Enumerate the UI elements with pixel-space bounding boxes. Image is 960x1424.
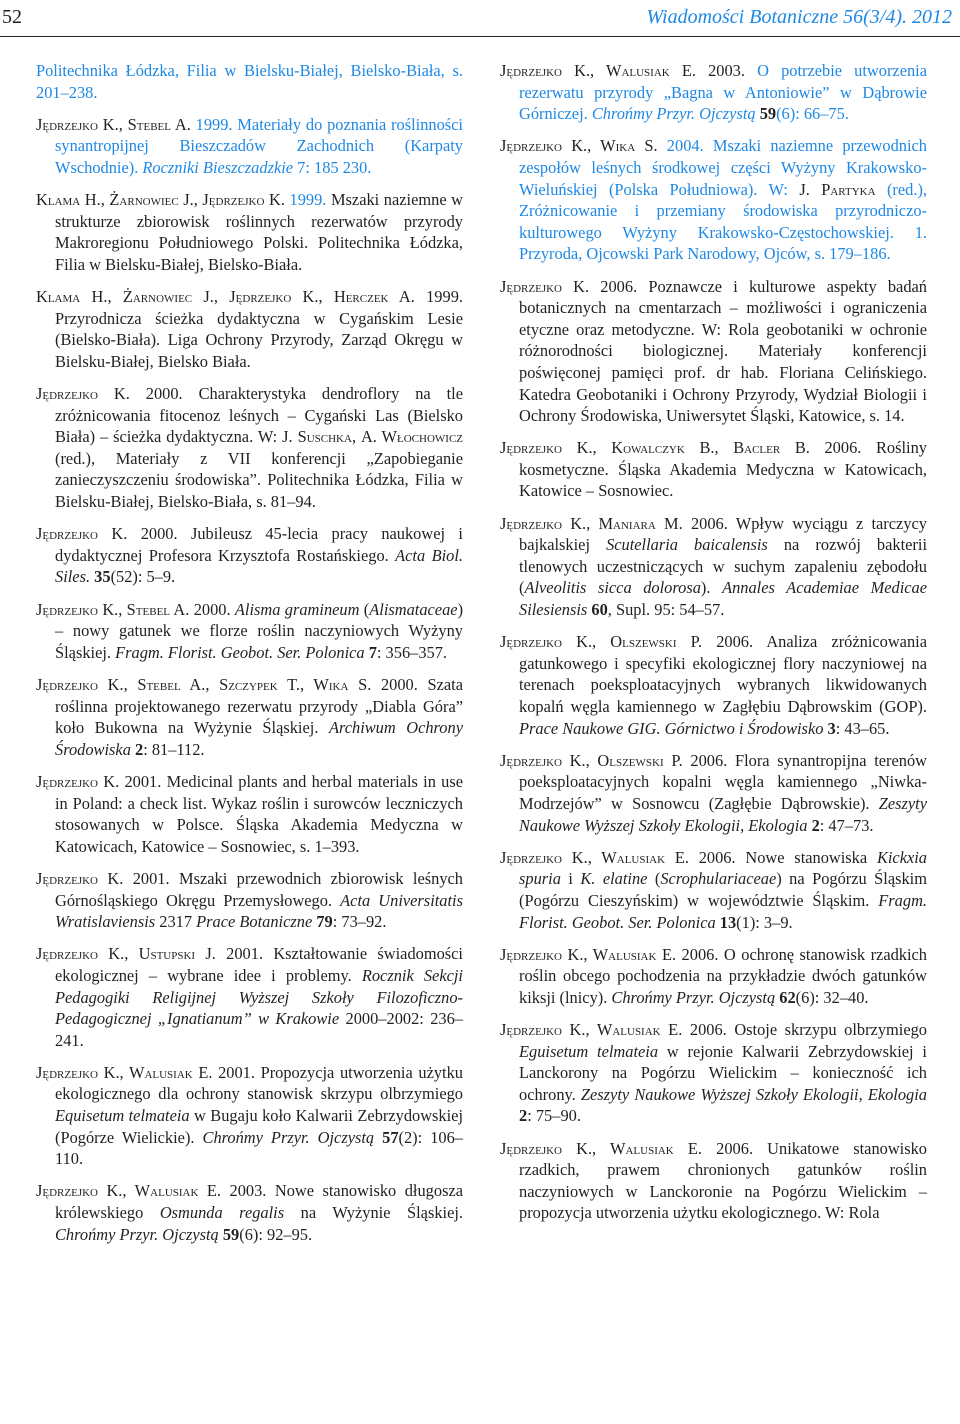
reference-text: 2001. Kształtowanie świadomości ekologicznej – wybrane idee i problemy.	[55, 944, 463, 985]
reference-entry	[36, 1062, 463, 1170]
reference-italic-text: Acta Biol. Siles.	[55, 545, 463, 587]
reference-text	[374, 1128, 382, 1147]
reference-text: 2001. Medicinal plants and herbal materials in use in Poland: a check list. Wykaz roślin i surowców leczniczych stosowanych w Polsce. Śląska Akademia Medyczna w Katowicach, Katowice – Sosnowiec, s. 1–393.	[55, 771, 463, 856]
reference-text: 2000. Charakterystyka dendroflory na tle zróżnicowania fitocenoz leśnych – Cygański Las (Bielsko Biała) – ścieżka dydaktyczna. W:	[55, 384, 463, 447]
reference-text: ,	[351, 427, 361, 447]
reference-italic-text: Alismataceae	[369, 599, 458, 619]
reference-text: 2006. O ochronę stanowisk rzadkich roślin obcego pochodzenia na przykładzie dwóch gatunków kiksji (lnicy).	[519, 944, 928, 1007]
reference-italic-text: Acta Universitatis Wratislaviensis	[55, 890, 463, 932]
reference-volume: 3	[827, 718, 836, 738]
reference-entry	[500, 847, 927, 933]
reference-text: ).	[700, 578, 723, 598]
reference-entry	[36, 771, 463, 857]
reference-italic-text: Prace Naukowe GIG. Górnictwo i Środowisko	[519, 718, 824, 738]
reference-volume: 79	[316, 912, 333, 932]
reference-authors: Jędrzejko K.	[36, 524, 128, 544]
reference-entry	[36, 189, 463, 275]
reference-authors: Jędrzejko K., Walusiak E.	[36, 1181, 222, 1201]
reference-text: (red.), Materiały z VII konferencji „Zapobieganie zanieczyszczeniu środowiska”. Politechnika Łódzka, Filia w Bielsku-Białej, Bielsko-Biała, s. 81–94.	[55, 448, 463, 512]
reference-entry	[500, 276, 927, 427]
reference-text: na rozwój bakterii tlenowych uczestniczących w suchym zapaleniu zębodołu (	[519, 535, 927, 598]
reference-italic-text: Chrońmy Przyr. Ojczystą	[591, 104, 756, 124]
reference-entry	[36, 943, 463, 1051]
reference-authors: Jędrzejko K.	[36, 868, 124, 888]
reference-authors: Jędrzejko K., Ustupski J.	[36, 944, 216, 964]
reference-text: : 81–112.	[143, 739, 205, 759]
reference-text: 2006. Unikatowe stanowisko rzadkich, prawem chronionych gatunków roślin naczyniowych w Lanckoronie na Pogórzu Wielickim – propozycja utworzenia użytku ekologicznego. W: Rola	[519, 1138, 927, 1223]
reference-italic-text: Zeszyty Naukowe Wyższej Szkoły Ekologii, Ekologia	[580, 1084, 928, 1104]
reference-text: 2317	[155, 912, 197, 932]
reference-italic-text: Annales Academiae Medicae Silesiensis	[519, 578, 928, 620]
running-header	[0, 6, 960, 36]
reference-authors: Jędrzejko K., Stebel A.	[36, 599, 190, 619]
reference-entry	[36, 599, 463, 664]
right-column	[500, 60, 927, 1235]
reference-authors: Jędrzejko K., Walusiak E.	[500, 1020, 683, 1040]
reference-entry	[36, 114, 463, 179]
reference-italic-text: Chrońmy Przyr. Ojczystą	[202, 1127, 375, 1147]
reference-text: 2000.	[189, 599, 235, 619]
reference-text: 2000. Szata roślinna projektowanego rezerwatu przyrody „Diabla Góra” koło Bukowna na Wyżynie Śląskiej.	[55, 675, 463, 738]
reference-authors: Jędrzejko K., Stebel A.	[36, 114, 191, 134]
reference-entry	[500, 513, 927, 621]
reference-text: (6): 92–95.	[239, 1224, 313, 1244]
reference-text: 2004. Mszaki naziemne przewodnich zespołów leśnych środkowej części Wyżyny Krakowsko-Wieluńskiej (Polska Południowa). W:	[519, 136, 928, 199]
reference-text: 2006. Analiza zróżnicowania gatunkowego i specyfiki ekologicznej flory naczyniowej na terenach poeksploatacyjnych wybranych likwidowanych kopalń węgla kamiennego w Zagłębiu Dąbrowskim (GOP).	[519, 632, 927, 716]
reference-text: (6): 66–75.	[776, 104, 849, 124]
reference-italic-text: Fragm. Florist. Geobot. Ser. Polonica	[519, 890, 927, 932]
reference-text: 2003.	[695, 61, 758, 80]
reference-entry	[36, 1180, 463, 1245]
journal-title: Wiadomości Botaniczne 56(3/4). 2012	[646, 6, 952, 28]
reference-volume: 2	[811, 815, 820, 835]
reference-authors: Jędrzejko K., Walusiak E.	[500, 944, 677, 964]
reference-italic-text: Equisetum telmateia	[55, 1106, 190, 1126]
reference-text: 2006. Flora synantropijna terenów poeksploatacyjnych kopalni węgla kamiennego „Niwka-Modrzejów” w Sosnowcu (Zagłębie Dąbrowskie).	[519, 750, 927, 813]
reference-volume: 7	[368, 642, 377, 662]
reference-text: 2001. Propozycja utworzenia użytku ekologicznego dla ochrony stanowisk skrzypu olbrzymiego	[55, 1062, 463, 1104]
reference-entry	[36, 523, 463, 588]
reference-volume: 13	[719, 912, 737, 932]
reference-italic-text: Alveolitis sicca dolorosa	[524, 578, 701, 598]
reference-italic-text: Zeszyty Naukowe Wyższej Szkoły Ekologii, Ekologia	[519, 793, 927, 835]
reference-text: Mszaki naziemne w strukturze zbiorowisk roślinnych rezerwatów przyrody Makroregionu Południowego Polski. Politechnika Łódzka, Filia w Bielsku-Białej, Bielsko-Biała.	[55, 190, 464, 274]
reference-authors: Klama H., Żarnowiec J., Jędrzejko K., Herczek A.	[36, 287, 415, 307]
page-number: 52	[2, 6, 22, 28]
reference-authors: Jędrzejko K., Kowalczyk B., Bacler B.	[500, 438, 810, 458]
reference-authors: Jędrzejko K.	[500, 276, 590, 296]
reference-italic-text: Fragm. Florist. Geobot. Ser. Polonica	[115, 642, 365, 662]
reference-italic-text: Scrophulariaceae	[660, 869, 777, 889]
reference-authors: Klama H., Żarnowiec J., Jędrzejko K.	[36, 190, 285, 210]
reference-italic-text: Chrońmy Przyr. Ojczystą	[611, 987, 776, 1007]
reference-entry	[500, 437, 927, 502]
reference-italic-text: Archiwum Ochrony Środowiska	[55, 718, 463, 759]
reference-entry	[500, 944, 927, 1009]
reference-entry	[500, 1138, 927, 1224]
reference-text: 2006. Ostoje skrzypu olbrzymiego	[682, 1020, 927, 1040]
reference-text: 2006. Nowe stanowiska	[688, 847, 877, 867]
reference-authors: Jędrzejko K., Stebel A., Szczypek T., Wika S.	[36, 675, 372, 694]
reference-text: 7: 185 230.	[293, 157, 372, 177]
reference-volume: 62	[779, 987, 796, 1007]
reference-volume: 60	[591, 600, 608, 620]
reference-authors: Jędrzejko K., Walusiak E.	[500, 847, 689, 867]
reference-italic-text: Kickxia spuria	[519, 847, 927, 889]
reference-text: , Supl. 95: 54–57.	[607, 600, 725, 620]
reference-authors: J. Suschka	[282, 427, 352, 447]
reference-text: (52): 5–9.	[110, 567, 176, 587]
reference-entry	[36, 868, 463, 933]
reference-text: 1999.	[284, 190, 331, 210]
reference-authors: A. Włochowicz	[360, 427, 463, 447]
reference-entry	[36, 383, 463, 513]
reference-volume: 35	[94, 567, 111, 587]
reference-italic-text: Osmunda regalis	[159, 1203, 285, 1223]
reference-volume: 2	[135, 739, 144, 759]
reference-text: O potrzebie utworzenia rezerwatu przyrody „Bagna w Antoniowie” w Dąbrowie Górniczej.	[519, 61, 927, 124]
reference-authors: Jędrzejko K.	[36, 771, 120, 791]
reference-authors: Jędrzejko K., Olszewski P.	[500, 750, 683, 770]
reference-text: (2): 106–110.	[55, 1127, 463, 1169]
reference-entry	[500, 135, 927, 265]
reference-italic-text: Prace Botaniczne	[196, 912, 313, 932]
reference-text: : 73–92.	[332, 912, 387, 932]
reference-italic-text: K. elatine	[580, 869, 648, 889]
reference-authors: Jędrzejko K., Walusiak E.	[36, 1062, 213, 1082]
reference-text: (6): 32–40.	[795, 987, 869, 1007]
reference-text: w rejonie Kalwarii Zebrzydowskiej i Lanckorony na Pogórzu Wielickim – konieczność ich ochrony.	[519, 1041, 927, 1104]
reference-text: : 356–357.	[376, 642, 448, 662]
reference-text: 2000–2002: 236–241.	[55, 1009, 464, 1050]
reference-text: 2000. Jubileusz 45-lecia pracy naukowej i dydaktycznej Profesora Krzysztofa Rostańskiego.	[55, 524, 463, 565]
reference-text: Politechnika Łódzka, Filia w Bielsku-Białej, Bielsko-Biała, s. 201–238.	[36, 61, 463, 102]
reference-text: 2001. Mszaki przewodnich zbiorowisk leśnych Górnośląskiego Okręgu Przemysłowego.	[55, 868, 463, 910]
reference-text: : 47–73.	[819, 815, 874, 835]
reference-text: 2006. Poznawcze i kulturowe aspekty badań botanicznych na cmentarzach – możliwości i ograniczenia etyczne oraz metodyczne. W: Rola geobotaniki w ochronie różnorodności biologicznej. Materiały konferencji poświęconej pamięci prof. dr hab. Floriana Celińskiego. Katedra Geobotaniki i Ochrony Przyrody, Wydział Biologii i Ochrony Środowiska, Uniwersytet Śląski, Katowice, s. 14.	[519, 276, 927, 426]
reference-text: 2006. Wpływ wyciągu z tarczycy bajkalskiej	[519, 513, 927, 555]
reference-volume: 57	[382, 1127, 399, 1147]
reference-italic-text: Alisma gramineum	[234, 599, 360, 619]
reference-text: (	[359, 599, 370, 619]
reference-continuation	[36, 60, 463, 103]
reference-text: 2006. Rośliny kosmetyczne. Śląska Akademia Medyczna w Katowicach, Katowice – Sosnowiec.	[519, 438, 927, 501]
reference-authors: Jędrzejko K., Maniara M.	[500, 513, 683, 533]
reference-text: 2003. Nowe stanowisko długosza królewskiego	[55, 1181, 464, 1223]
reference-volume: 2	[519, 1106, 528, 1126]
reference-entry	[36, 286, 463, 372]
reference-text: 1999. Przyrodnicza ścieżka dydaktyczna w Cygańskim Lesie (Bielsko-Biała). Liga Ochrony Przyrody, Zarząd Okręgu w Bielsku-Białej, Bielsko Biała.	[55, 287, 463, 371]
reference-text: (	[647, 869, 661, 889]
reference-text: 1999. Materiały do poznania roślinności synantropijnej Bieszczadów Zachodnich (Karpaty Wschodnie).	[55, 114, 463, 177]
reference-text: na Wyżynie Śląskiej.	[284, 1203, 464, 1223]
reference-authors: Jędrzejko K., Olszewski P.	[500, 632, 703, 652]
reference-text: (red.), Zróżnicowanie i przemiany środowiska przyrodniczo-kulturowego Wyżyny Krakowsko-Częstochowskiej. 1. Przyroda, Ojcowski Park Narodowy, Ojców, s. 179–186.	[519, 179, 927, 264]
header-rule	[0, 36, 960, 37]
reference-italic-text: Rocznik Sekcji Pedagogiki Religijnej Wyższej Szkoły Filozoficzno-Pedagogicznej „Ignatianum” w Krakowie	[55, 965, 463, 1029]
reference-text: w Bugaju koło Kalwarii Zebrzydowskiej (Pogórze Wielickie).	[55, 1106, 464, 1147]
reference-entry	[500, 750, 927, 836]
reference-authors: Jędrzejko K., Wika S.	[500, 136, 658, 156]
reference-authors: Jędrzejko K.	[36, 384, 130, 404]
left-column	[36, 60, 463, 1256]
reference-text: : 75–90.	[527, 1106, 581, 1126]
reference-volume: 59	[759, 104, 777, 124]
reference-italic-text: Chrońmy Przyr. Ojczystą	[55, 1224, 219, 1244]
reference-authors: Jędrzejko K., Walusiak E.	[500, 1138, 703, 1158]
reference-entry	[500, 60, 927, 125]
reference-italic-text: Eguisetum telmateia	[519, 1041, 659, 1061]
reference-text: ) na Pogórzu Śląskim (Pogórzu Cieszyńskim) w województwie Śląskim.	[519, 869, 927, 910]
reference-authors: J. Partyka	[799, 179, 876, 199]
reference-italic-text: Scutellaria baicalensis	[606, 535, 768, 555]
reference-text: (1): 3–9.	[736, 912, 793, 932]
reference-entry	[500, 631, 927, 739]
reference-text: ) – nowy gatunek we florze roślin naczyniowych Wyżyny Śląskiej.	[55, 599, 464, 662]
reference-text: i	[560, 869, 581, 889]
reference-authors: Jędrzejko K., Walusiak E.	[500, 61, 696, 80]
reference-entry	[36, 674, 463, 760]
reference-entry	[500, 1019, 927, 1127]
reference-italic-text: Roczniki Bieszczadzkie	[142, 157, 294, 177]
reference-volume: 59	[222, 1224, 240, 1244]
reference-text: : 43–65.	[835, 718, 890, 738]
